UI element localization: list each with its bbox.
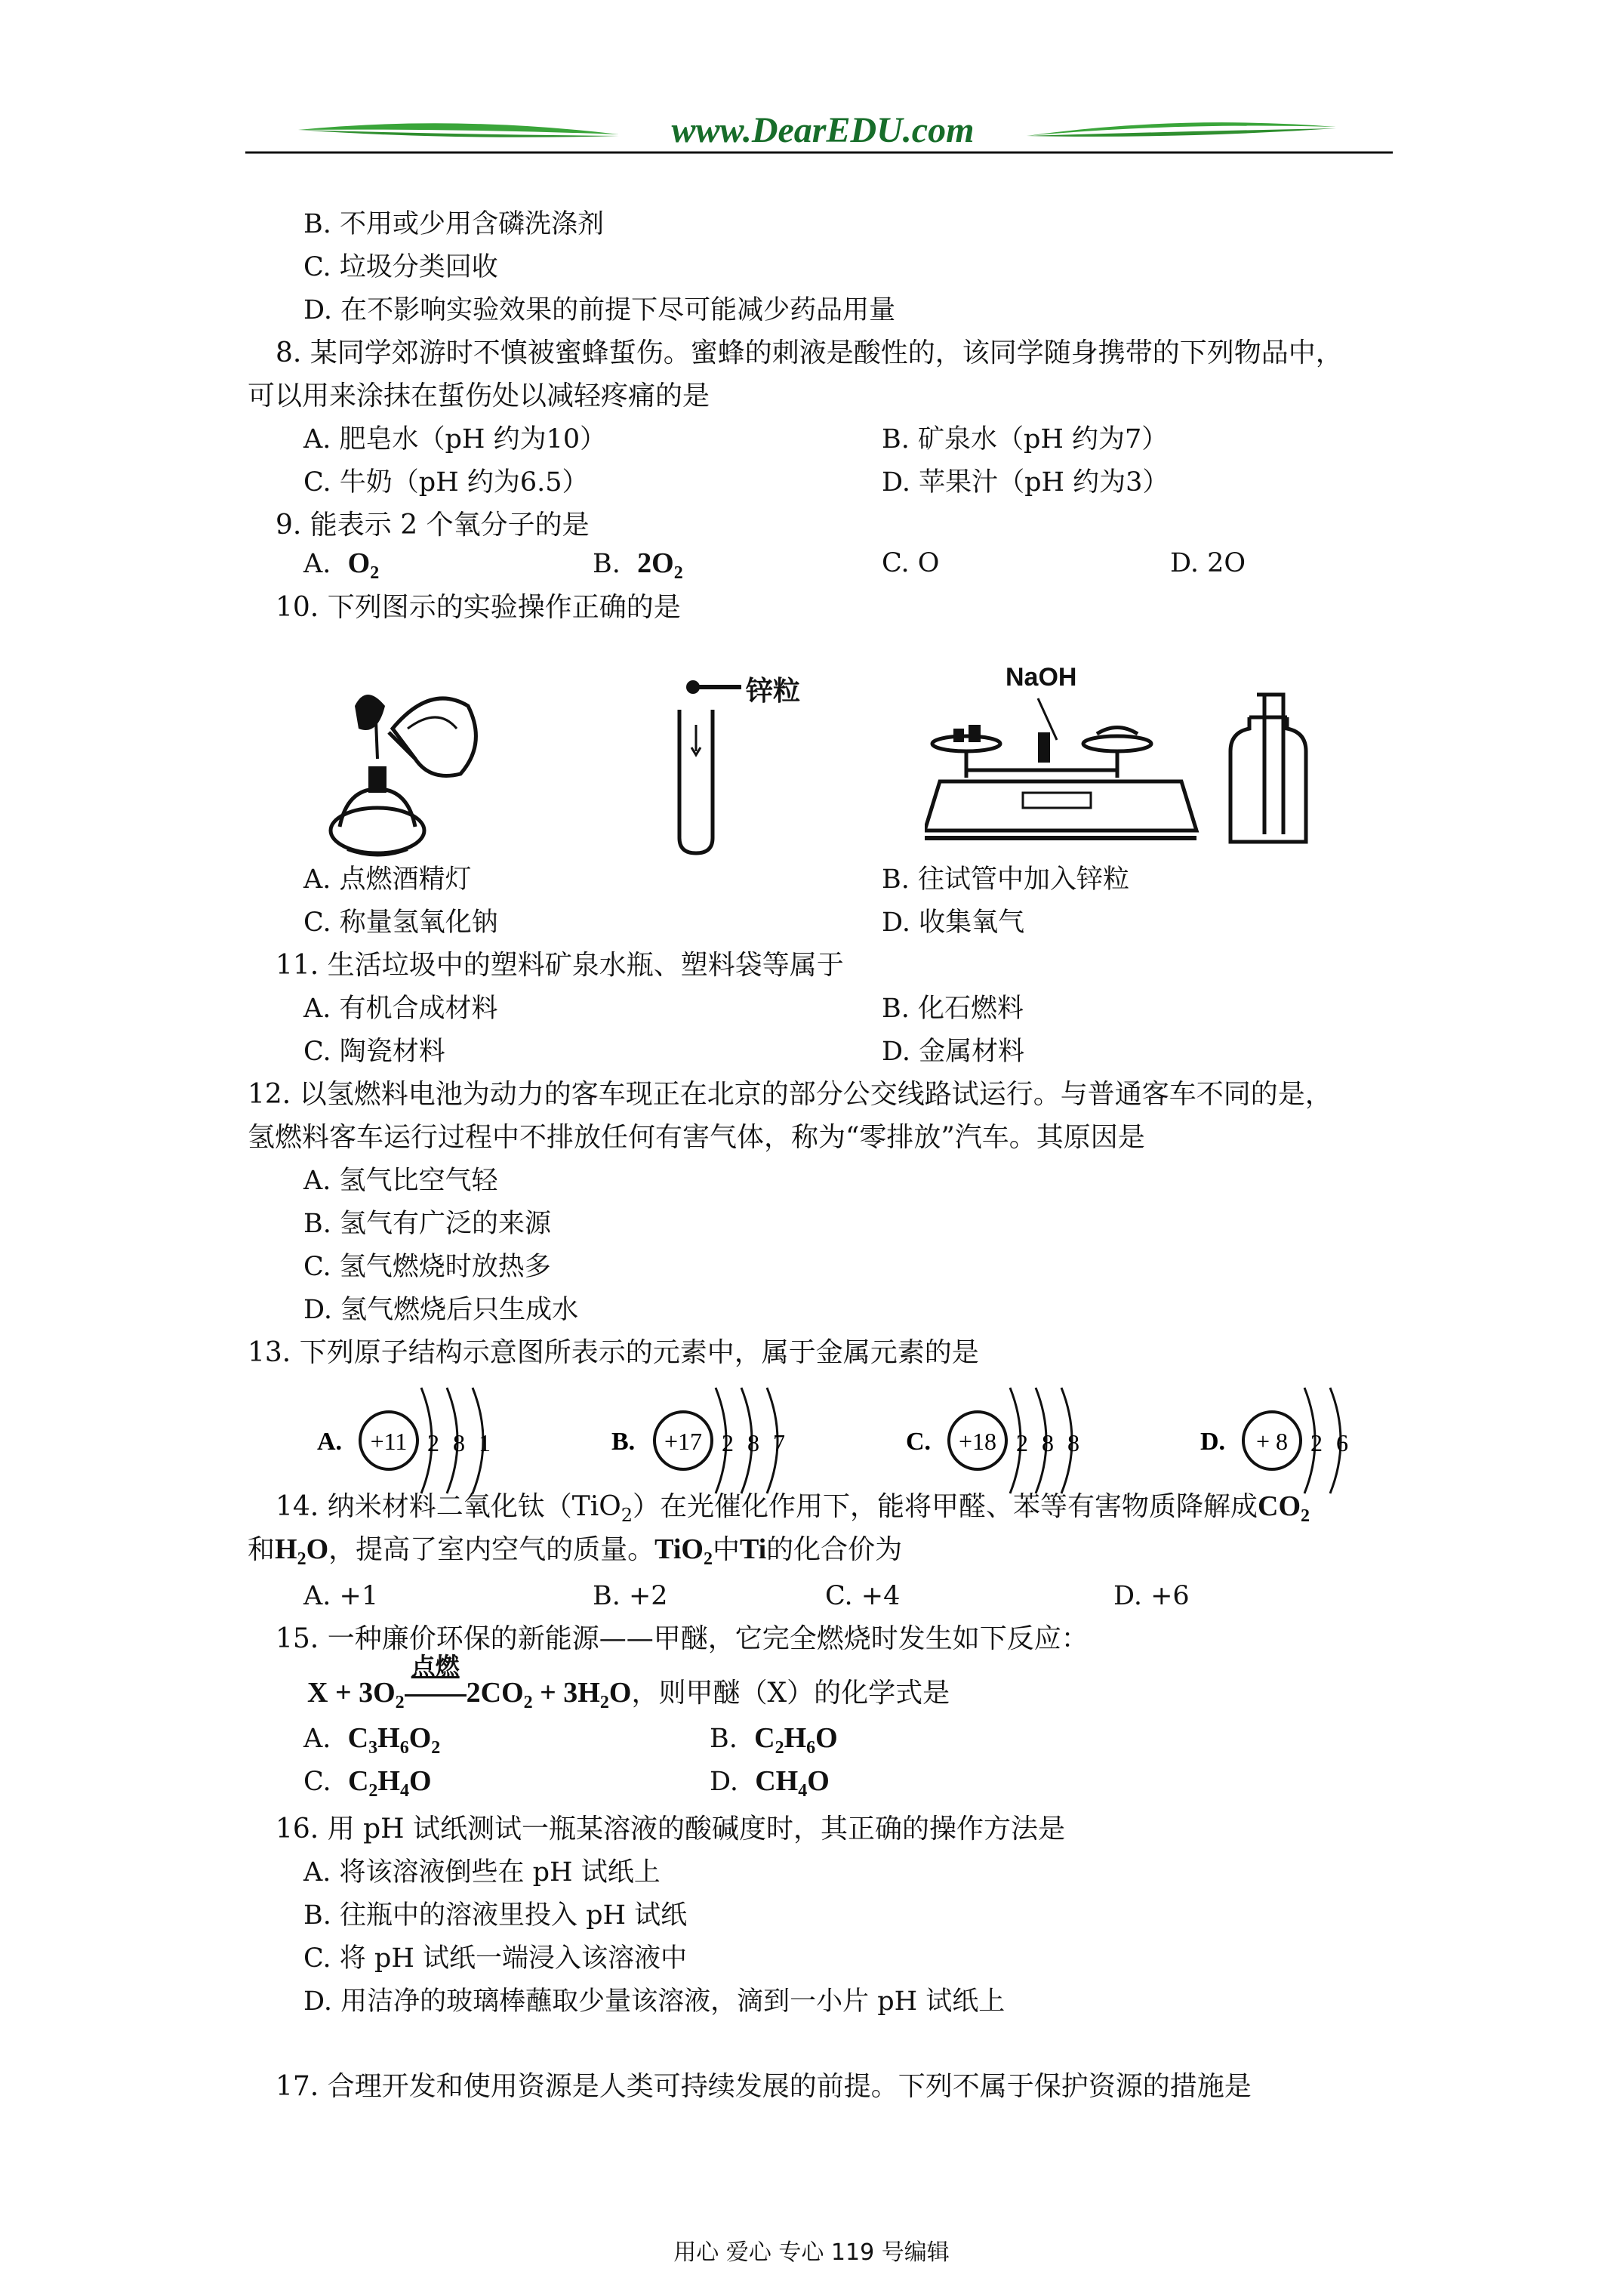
naoh-label: NaOH	[1006, 663, 1077, 692]
q16-stem: 16. 用 pH 试纸测试一瓶某溶液的酸碱度时，其正确的操作方法是	[276, 1814, 1066, 1845]
q10-option-d: D. 收集氧气	[882, 908, 1025, 938]
electron-count: 8	[747, 1429, 759, 1456]
q7-option-d: D. 在不影响实验效果的前提下尽可能减少药品用量	[303, 295, 896, 325]
q11-option-d: D. 金属材料	[882, 1037, 1025, 1067]
q12-option-d: D. 氢气燃烧后只生成水	[303, 1295, 579, 1325]
q15-option-c: C. $C_2H_4O$	[303, 1765, 432, 1801]
atom-option-label: C.	[906, 1428, 932, 1456]
electron-count: 2	[1016, 1429, 1028, 1456]
gas-bottle-figure	[1223, 691, 1313, 849]
electron-count: 7	[773, 1429, 785, 1456]
electron-count: 2	[1310, 1429, 1323, 1456]
atom-diagram-3	[906, 1388, 1079, 1493]
q9-option-d: D. 2O	[1170, 548, 1246, 578]
q17-stem: 17. 合理开发和使用资源是人类可持续发展的前提。下列不属于保护资源的措施是	[276, 2071, 1252, 2102]
atom-diagram-4	[1200, 1388, 1348, 1493]
nucleus-charge: + 8	[1255, 1428, 1289, 1455]
q12-stem-line2: 氢燃料客车运行过程中不排放任何有害气体，称为“零排放”汽车。其原因是	[248, 1122, 1145, 1153]
q16-option-c: C. 将 pH 试纸一端浸入该溶液中	[303, 1943, 687, 1974]
q11-option-a: A. 有机合成材料	[303, 994, 498, 1024]
q8-option-b: B. 矿泉水（pH 约为7）	[882, 424, 1169, 455]
q12-option-a: A. 氢气比空气轻	[303, 1166, 498, 1196]
electron-count: 6	[1336, 1429, 1348, 1456]
q16-option-b: B. 往瓶中的溶液里投入 pH 试纸	[303, 1900, 688, 1931]
q13-stem: 13. 下列原子结构示意图所表示的元素中，属于金属元素的是	[248, 1337, 979, 1368]
nucleus-charge: +11	[370, 1428, 408, 1455]
q15-stem: 15. 一种廉价环保的新能源——甲醚，它完全燃烧时发生如下反应：	[276, 1623, 1089, 1654]
nucleus-charge: +17	[664, 1428, 703, 1455]
q16-option-a: A. 将该溶液倒些在 pH 试纸上	[303, 1857, 661, 1888]
q12-option-b: B. 氢气有广泛的来源	[303, 1209, 551, 1239]
q8-option-a: A. 肥皂水（pH 约为10）	[303, 424, 607, 455]
page-footer: 用心 爱心 专心 119 号编辑	[673, 2239, 950, 2266]
q11-stem: 11. 生活垃圾中的塑料矿泉水瓶、塑料袋等属于	[276, 950, 844, 981]
q10-option-c: C. 称量氢氧化钠	[303, 908, 498, 938]
electron-count: 8	[1067, 1429, 1079, 1456]
q9-option-a: A. $O_2$	[303, 547, 380, 583]
atom-diagrams	[317, 1382, 1389, 1495]
electron-count: 2	[722, 1429, 734, 1456]
q8-stem-line1: 8. 某同学郊游时不慎被蜜蜂蜇伤。蜜蜂的刺液是酸性的，该同学随身携带的下列物品中，	[276, 337, 1343, 368]
q9-option-b: B. $2O_2$	[593, 547, 683, 583]
q11-option-c: C. 陶瓷材料	[303, 1037, 445, 1067]
zinc-label: 锌粒	[746, 676, 801, 707]
electron-count: 8	[1042, 1429, 1054, 1456]
electron-count: 2	[427, 1429, 439, 1456]
q15-condition: 点燃	[411, 1652, 460, 1681]
q15-option-d: D. $CH_4O$	[710, 1765, 830, 1801]
q8-option-d: D. 苹果汁（pH 约为3）	[882, 467, 1169, 498]
q11-option-b: B. 化石燃料	[882, 994, 1024, 1024]
q15-option-b: B. $C_2H_6O$	[710, 1722, 838, 1758]
q14-stem-line2: 和$H_2O$，提高了室内空气的质量。TiO$_2$中Ti的化合价为	[248, 1533, 903, 1569]
alcohol-lamp-figure	[325, 676, 498, 861]
q9-option-c: C. O	[882, 548, 940, 578]
q10-option-a: A. 点燃酒精灯	[303, 864, 472, 895]
q12-option-c: C. 氢气燃烧时放热多	[303, 1252, 551, 1282]
q7-option-c: C. 垃圾分类回收	[303, 252, 498, 282]
atom-option-label: A.	[317, 1428, 343, 1456]
atom-diagram-1	[317, 1388, 491, 1493]
q15-equation: $X + 3O_2$ 点燃 $2CO_2 + 3H_2O$，则甲醚（X）的化学式是	[307, 1676, 950, 1710]
q14-option-b: B. +2	[593, 1581, 668, 1611]
header-site-logo[interactable]: www.DearEDU.com	[671, 110, 975, 150]
q14-stem-line1: 14. 纳米材料二氧化钛（TiO$_2$）在光催化作用下，能将甲醛、苯等有害物质降解成$CO_2$	[276, 1490, 1310, 1526]
atom-option-label: B.	[611, 1428, 636, 1456]
q8-option-c: C. 牛奶（pH 约为6.5）	[303, 467, 589, 498]
q7-option-b: B. 不用或少用含磷洗涤剂	[303, 209, 604, 239]
nucleus-charge: +18	[958, 1428, 997, 1455]
q12-stem-line1: 12. 以氢燃料电池为动力的客车现正在北京的部分公交线路试运行。与普通客车不同的是，	[248, 1079, 1332, 1110]
q16-option-d: D. 用洁净的玻璃棒蘸取少量该溶液，滴到一小片 pH 试纸上	[303, 1986, 1006, 2017]
q10-stem: 10. 下列图示的实验操作正确的是	[276, 592, 681, 623]
atom-diagram-2	[611, 1388, 785, 1493]
q14-option-a: A. +1	[303, 1581, 379, 1611]
atom-option-label: D.	[1200, 1428, 1226, 1456]
electron-count: 1	[479, 1429, 491, 1456]
balance-figure	[925, 695, 1212, 849]
q8-stem-line2: 可以用来涂抹在蜇伤处以减轻疼痛的是	[248, 381, 710, 411]
q15-option-a: A. $C_3H_6O_2$	[303, 1722, 441, 1758]
q14-option-c: C. +4	[825, 1581, 901, 1611]
electron-count: 8	[453, 1429, 465, 1456]
q14-option-d: D. +6	[1113, 1581, 1190, 1611]
q10-option-b: B. 往试管中加入锌粒	[882, 864, 1129, 895]
q9-stem: 9. 能表示 2 个氧分子的是	[276, 510, 590, 541]
